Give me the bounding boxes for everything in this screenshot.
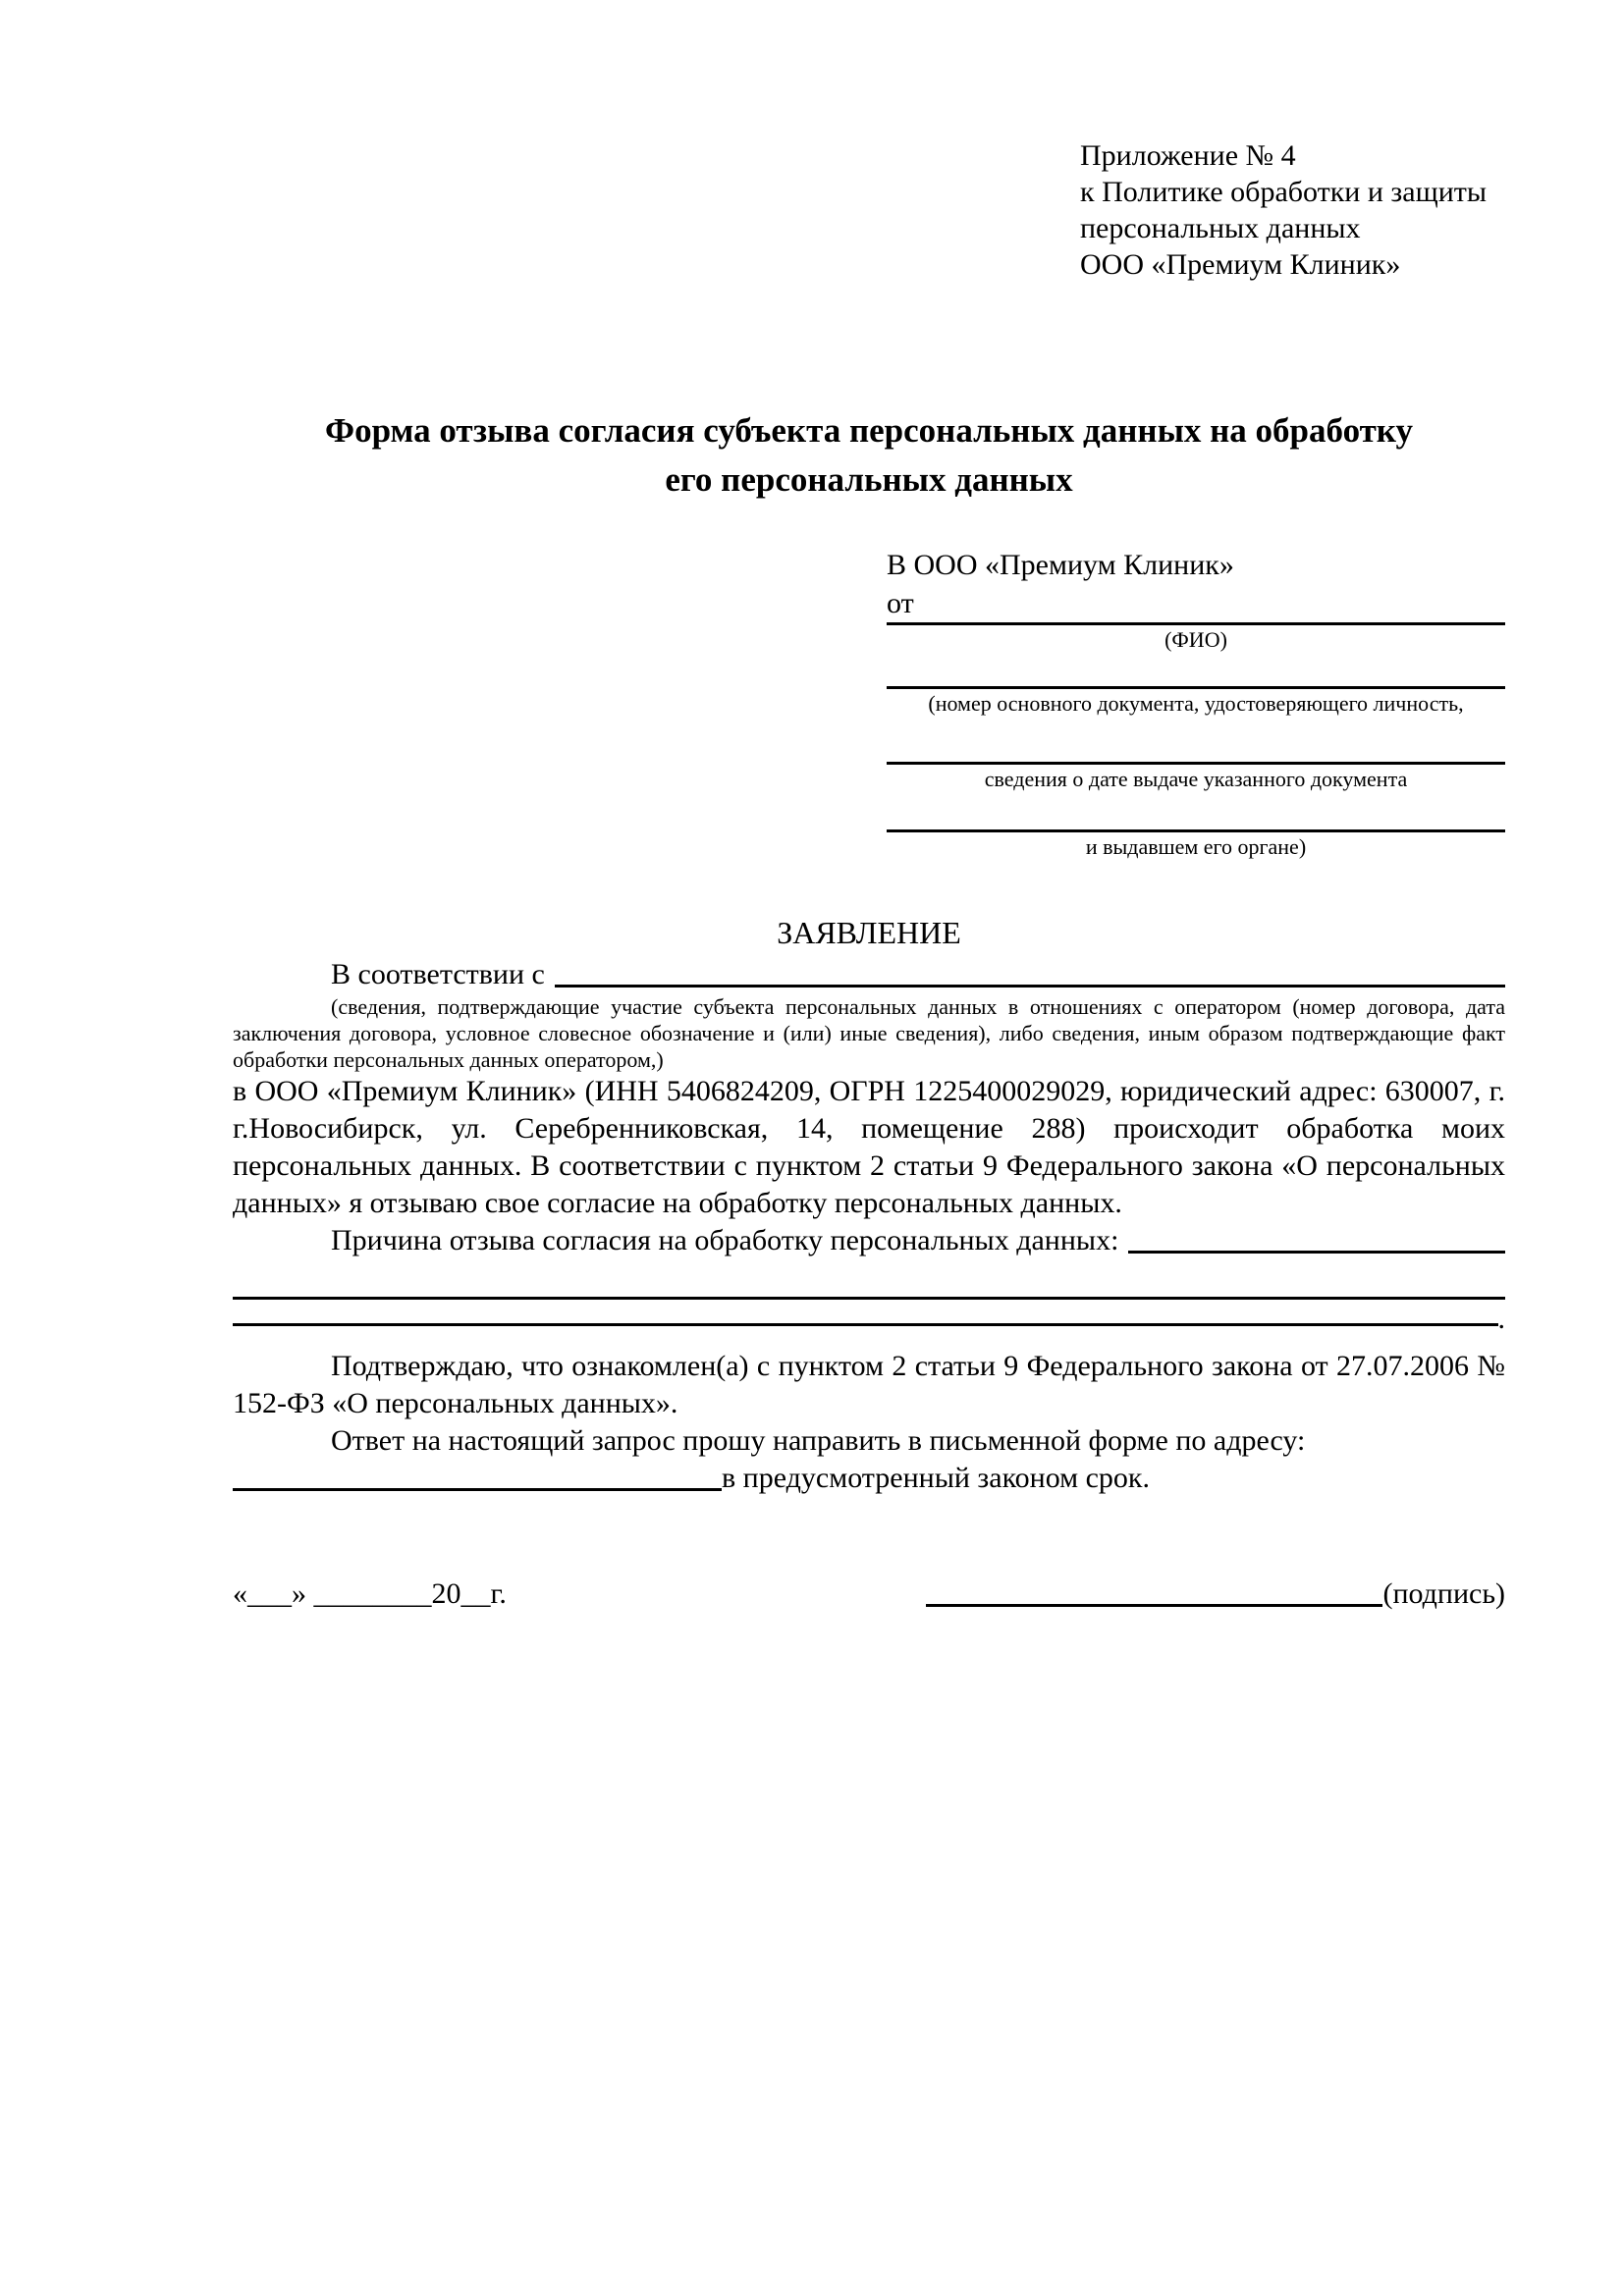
appendix-line: ООО «Премиум Клиник»	[1080, 248, 1401, 281]
reason-label: Причина отзыва согласия на обработку персональных данных:	[331, 1224, 1119, 1256]
fio-caption: (ФИО)	[1164, 627, 1227, 652]
document-title-line: его персональных данных	[665, 460, 1073, 499]
date-signature-row	[233, 1575, 1505, 1613]
basis-fine-print: (сведения, подтверждающие участие субъекта персональных данных в отношениях с оператором (номер договора, дата заключения договора, условное словесное обозначение и (или) иные сведения), либо сведения, иным образом подтверждающие факт обработки персональных данных оператором,)	[233, 994, 1505, 1072]
appendix-block	[1080, 137, 1505, 283]
reason-row	[233, 1222, 1505, 1259]
document-number-caption: (номер основного документа, удостоверяющего личность,	[928, 691, 1464, 716]
document-issue-date-caption: сведения о дате выдаче указанного документа	[984, 767, 1408, 791]
reason-blank-line[interactable]	[1128, 1222, 1505, 1254]
document-title-line: Форма отзыва согласия субъекта персональных данных на обработку	[325, 411, 1413, 450]
confirmation-paragraph: Подтверждаю, что ознакомлен(а) с пунктом 2 статьи 9 Федерального закона от 27.07.2006 № 152-ФЗ «О персональных данных».	[233, 1350, 1505, 1419]
line-terminator: .	[1497, 1303, 1505, 1335]
signature-caption: (подпись)	[1382, 1577, 1505, 1610]
reason-extra-blank-line-2[interactable]	[233, 1300, 1505, 1334]
date-field[interactable]: «___» ________20__г.	[233, 1577, 507, 1610]
reason-extra-blank-line-1[interactable]	[233, 1267, 1505, 1300]
document-number-blank-line[interactable]	[887, 655, 1505, 689]
document-title	[233, 406, 1505, 505]
statement-heading: ЗАЯВЛЕНИЕ	[777, 915, 961, 950]
addressee-from-label: от	[887, 587, 914, 619]
reason-extra-blank-fill[interactable]	[233, 1323, 1498, 1326]
reply-address-row	[233, 1460, 1505, 1497]
addressee-to: В ООО «Премиум Клиник»	[887, 549, 1234, 581]
signature-area	[926, 1575, 1505, 1613]
addressee-block	[887, 546, 1505, 862]
reply-address-blank-line[interactable]	[233, 1460, 722, 1491]
document-issuer-blank-line[interactable]	[887, 794, 1505, 832]
basis-label: В соответствии с	[331, 958, 545, 990]
document-issuer-caption: и выдавшем его органе)	[1085, 834, 1307, 859]
appendix-line: персональных данных	[1080, 212, 1361, 244]
basis-blank-line[interactable]	[555, 956, 1505, 988]
appendix-line: Приложение № 4	[1080, 139, 1296, 172]
signature-blank-line[interactable]	[926, 1575, 1382, 1607]
reply-request-paragraph: Ответ на настоящий запрос прошу направить в письменной форме по адресу:	[331, 1424, 1306, 1457]
reply-tail-text: в предусмотренный законом срок.	[722, 1462, 1150, 1494]
appendix-line: к Политике обработки и защиты	[1080, 176, 1488, 208]
basis-row	[233, 956, 1505, 993]
document-issue-date-blank-line[interactable]	[887, 719, 1505, 765]
statement-body-paragraph: в ООО «Премиум Клиник» (ИНН 5406824209, ОГРН 1225400029029, юридический адрес: 630007, г. г.Новосибирск, ул. Серебренниковская, 14, помещение 288) происходит обработка моих персональных данных. В соответствии с пунктом 2 статьи 9 Федерального закона «О персональных данных» я отзываю свое согласие на обработку персональных данных.	[233, 1075, 1505, 1219]
